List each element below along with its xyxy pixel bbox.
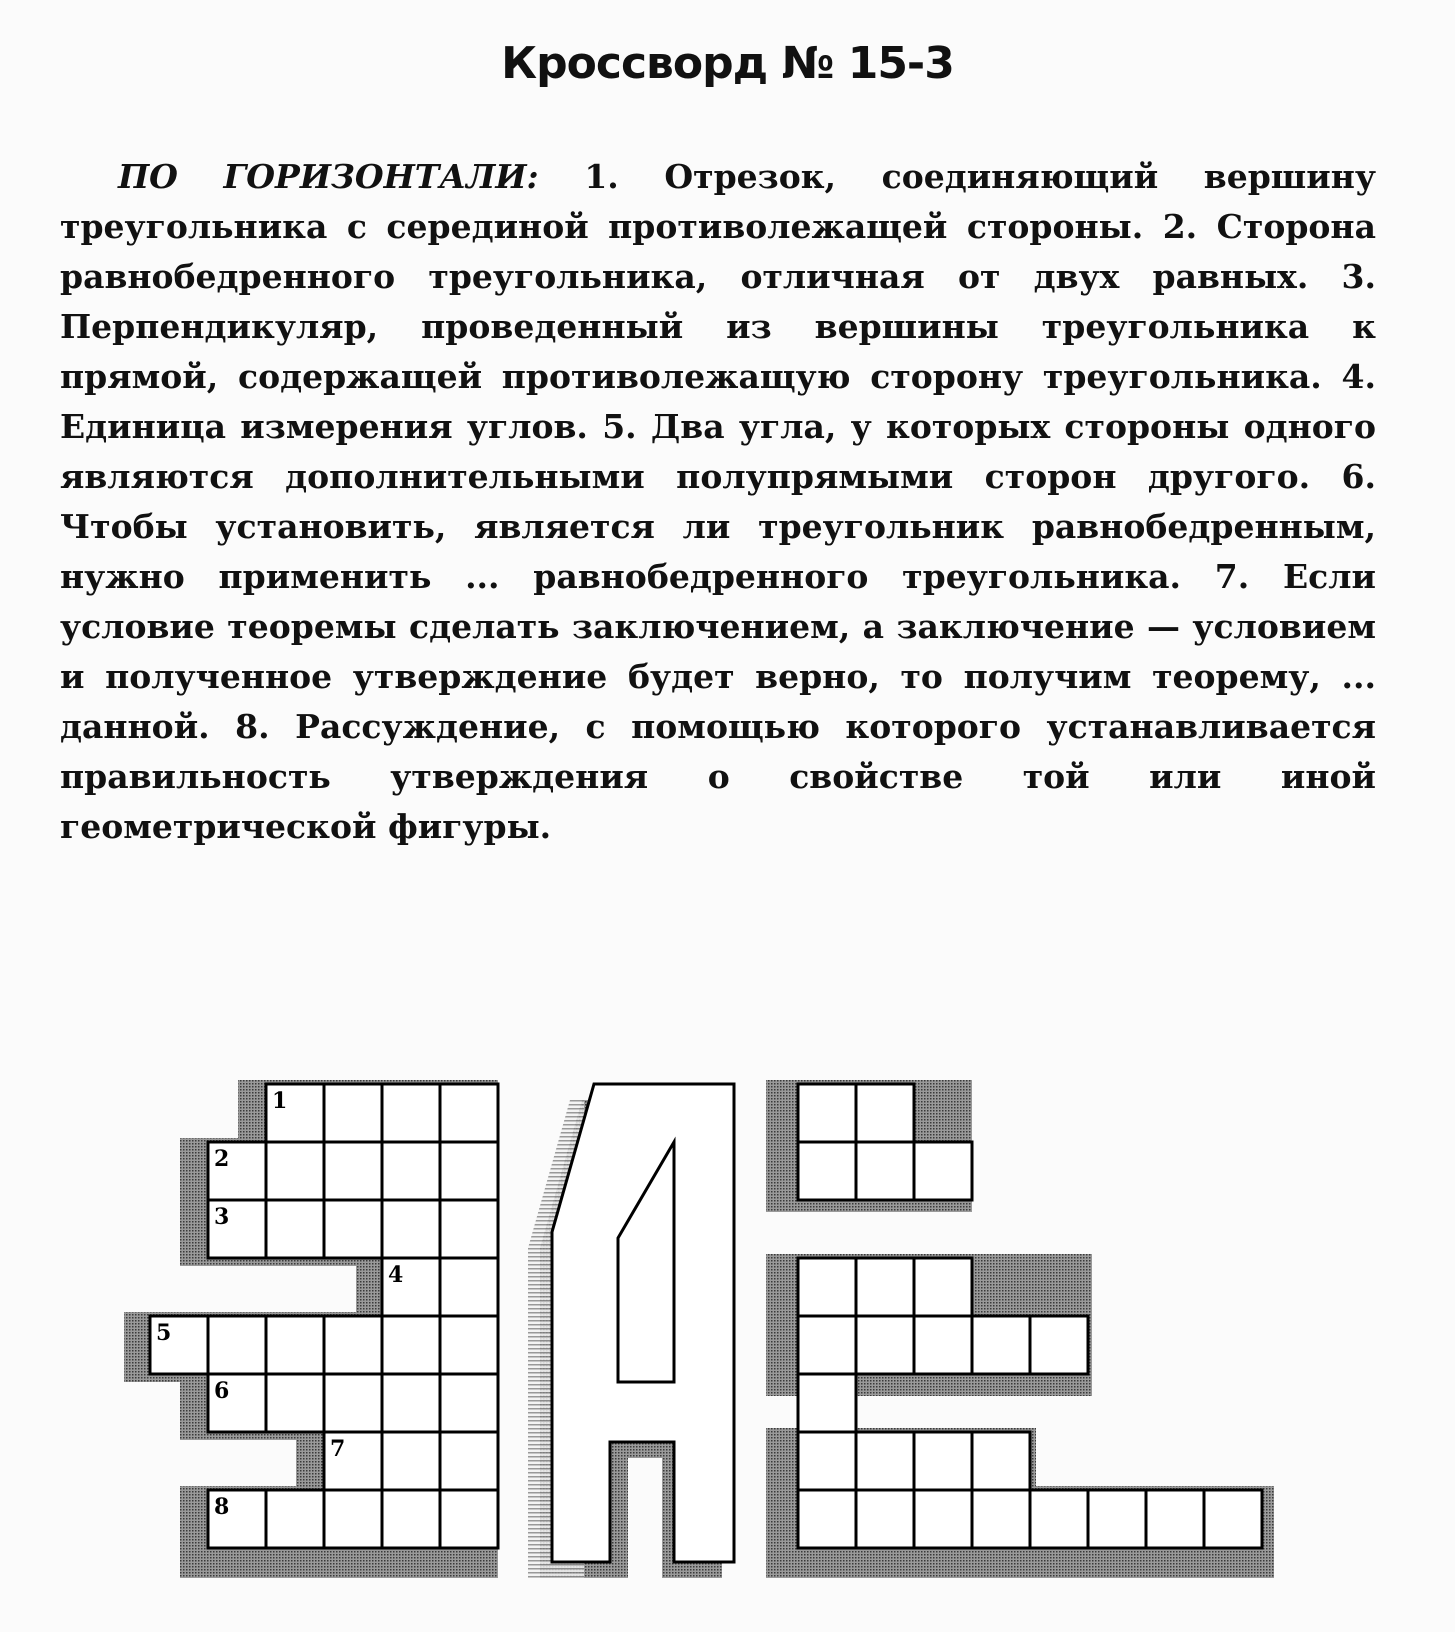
clue-7-num: 7. bbox=[1214, 557, 1250, 596]
crossword-cell-5-5[interactable] bbox=[382, 1316, 440, 1374]
crossword-cell-8-3[interactable] bbox=[324, 1490, 382, 1548]
clue-7-text: Если условие теоремы сделать заключением, а заключение — условием и полученное утверждение будет верно, то получим теорему, ... данной. bbox=[60, 557, 1376, 746]
crossword-cell-3-2[interactable] bbox=[266, 1200, 324, 1258]
letter-a-decoration bbox=[528, 1084, 734, 1578]
clue-number-8: 8 bbox=[214, 1494, 230, 1520]
clue-5-text: Два угла, у которых стороны одного являются дополнительными полупрямыми сторон другого. bbox=[60, 407, 1376, 496]
crossword-cell-2-5[interactable] bbox=[440, 1142, 498, 1200]
crossword-cell-7-2[interactable] bbox=[382, 1432, 440, 1490]
letter-e-cell bbox=[914, 1142, 972, 1200]
crossword-cell-4-2[interactable] bbox=[440, 1258, 498, 1316]
letter-e-cell bbox=[1088, 1490, 1146, 1548]
crossword-cell-2-2[interactable] bbox=[266, 1142, 324, 1200]
clue-number-5: 5 bbox=[156, 1320, 172, 1346]
letter-e-cell bbox=[798, 1084, 856, 1142]
clue-number-3: 3 bbox=[214, 1204, 230, 1230]
letter-e-cell bbox=[856, 1316, 914, 1374]
letter-e-cell bbox=[856, 1490, 914, 1548]
crossword-cell-6-4[interactable] bbox=[382, 1374, 440, 1432]
letter-e-cell bbox=[914, 1432, 972, 1490]
crossword-cell-6-3[interactable] bbox=[324, 1374, 382, 1432]
clue-4-num: 4. bbox=[1341, 357, 1376, 396]
clues-header: ПО ГОРИЗОНТАЛИ: bbox=[118, 157, 539, 196]
crossword-cell-1-2[interactable] bbox=[324, 1084, 382, 1142]
crossword-cell-1-3[interactable] bbox=[382, 1084, 440, 1142]
crossword-cell-2-3[interactable] bbox=[324, 1142, 382, 1200]
clue-2-num: 2. bbox=[1162, 207, 1198, 246]
letter-e-cell bbox=[972, 1432, 1030, 1490]
crossword-cell-7-3[interactable] bbox=[440, 1432, 498, 1490]
crossword-cell-5-2[interactable] bbox=[208, 1316, 266, 1374]
letter-e-cell bbox=[914, 1490, 972, 1548]
clue-2-text: Сторона равнобедренного треугольника, отличная от двух равных. bbox=[60, 207, 1376, 296]
clue-8-text: Рассуждение, с помощью которого устанавливается правильность утверждения о свойстве той или иной геометрической фигуры. bbox=[60, 707, 1376, 846]
letter-e-cell bbox=[856, 1142, 914, 1200]
crossword-cell-8-4[interactable] bbox=[382, 1490, 440, 1548]
clue-number-7: 7 bbox=[330, 1436, 346, 1462]
letter-e-cell bbox=[798, 1258, 856, 1316]
clue-6-text: Чтобы установить, является ли треугольник равнобедренным, нужно применить ... равнобедренного треугольника. bbox=[60, 507, 1376, 596]
letter-e-cells bbox=[798, 1084, 1262, 1548]
letter-e-cell bbox=[1204, 1490, 1262, 1548]
crossword-cell-5-4[interactable] bbox=[324, 1316, 382, 1374]
letter-e-cell bbox=[798, 1316, 856, 1374]
crossword-cell-8-2[interactable] bbox=[266, 1490, 324, 1548]
clue-number-2: 2 bbox=[214, 1146, 230, 1172]
letter-e-cell bbox=[798, 1142, 856, 1200]
letter-e-cell bbox=[914, 1316, 972, 1374]
crossword-cell-8-5[interactable] bbox=[440, 1490, 498, 1548]
clue-number-1: 1 bbox=[272, 1088, 288, 1114]
clue-3-text: Перпендикуляр, проведенный из вершины треугольника к прямой, содержащей противолежащую сторону треугольника. bbox=[60, 307, 1376, 396]
letter-e-cell bbox=[1030, 1316, 1088, 1374]
clue-3-num: 3. bbox=[1341, 257, 1376, 296]
crossword-cell-5-3[interactable] bbox=[266, 1316, 324, 1374]
crossword-cell-3-3[interactable] bbox=[324, 1200, 382, 1258]
letter-e-cell bbox=[972, 1316, 1030, 1374]
letter-e-cell bbox=[798, 1490, 856, 1548]
crossword-cell-6-2[interactable] bbox=[266, 1374, 324, 1432]
letter-e-cell bbox=[856, 1432, 914, 1490]
clue-8-num: 8. bbox=[235, 707, 270, 746]
letter-e-cell bbox=[798, 1432, 856, 1490]
crossword-cell-6-5[interactable] bbox=[440, 1374, 498, 1432]
letter-e-cell bbox=[972, 1490, 1030, 1548]
clue-1-text: Отрезок, соединяющий вершину треугольника с серединой противолежащей стороны. bbox=[60, 157, 1377, 246]
letter-e-cell bbox=[914, 1258, 972, 1316]
clue-6-num: 6. bbox=[1341, 457, 1376, 496]
clue-1-num: 1. bbox=[584, 157, 619, 196]
crossword-cell-5-6[interactable] bbox=[440, 1316, 498, 1374]
clue-number-4: 4 bbox=[388, 1262, 404, 1288]
letter-e-cell bbox=[856, 1258, 914, 1316]
letter-e-cell bbox=[1146, 1490, 1204, 1548]
letter-e-cell bbox=[1030, 1490, 1088, 1548]
clue-number-6: 6 bbox=[214, 1378, 230, 1404]
crossword-cell-1-4[interactable] bbox=[440, 1084, 498, 1142]
crossword-cell-3-5[interactable] bbox=[440, 1200, 498, 1258]
crossword-cell-2-4[interactable] bbox=[382, 1142, 440, 1200]
page-title: Кроссворд № 15-3 bbox=[501, 38, 954, 89]
letter-e-cell bbox=[798, 1374, 856, 1432]
clue-5-num: 5. bbox=[602, 407, 637, 446]
letter-e-cell bbox=[856, 1084, 914, 1142]
crossword-cell-3-4[interactable] bbox=[382, 1200, 440, 1258]
clue-4-text: Единица измерения углов. bbox=[60, 407, 588, 446]
